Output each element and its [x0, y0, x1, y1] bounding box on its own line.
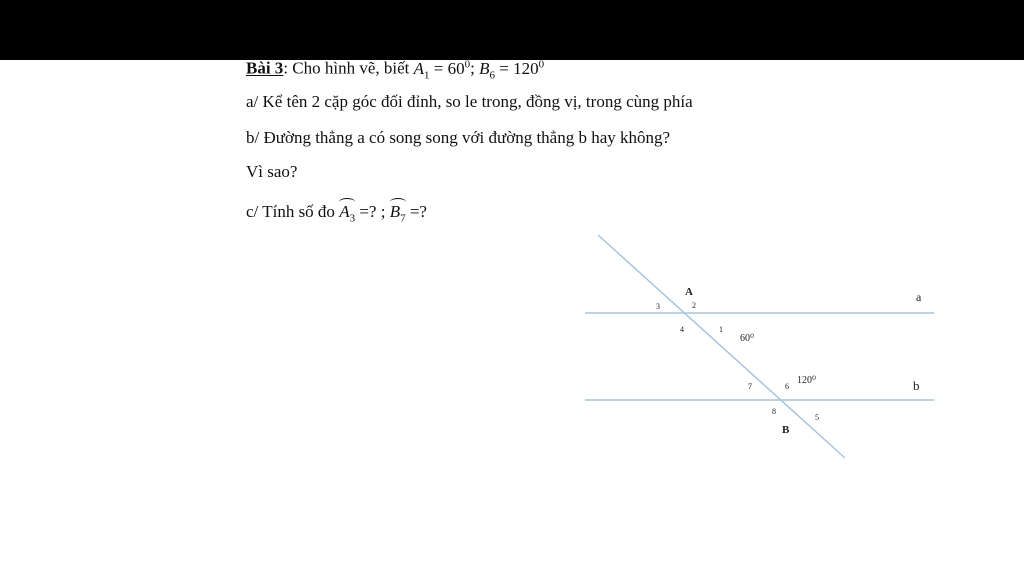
angle-a4-number: 4 — [680, 325, 684, 334]
angle-a3-number: 3 — [656, 302, 660, 311]
given-angle-b: $B_6$ — [479, 58, 495, 82]
line-a-label: a — [916, 290, 922, 304]
angle-b7-number: 7 — [748, 382, 752, 391]
angle-a3-hat: $A_3$ — [339, 199, 355, 224]
angle-a1-value: 60⁰ — [740, 333, 755, 344]
transversal-line — [598, 235, 845, 458]
problem-title: Bài 3 — [246, 58, 284, 78]
given-angle-a: $A_1$ — [413, 58, 430, 82]
angle-b7-hat: $B_7$ — [390, 199, 406, 224]
given-separator: ; — [470, 58, 480, 78]
line-b-label: b — [913, 378, 920, 393]
given-angle-b-value: = $120^0$ — [495, 58, 545, 78]
angle-b6-number: 6 — [785, 382, 789, 391]
angle-a1-number: 1 — [719, 325, 723, 334]
point-b-label: B — [782, 424, 790, 436]
given-angle-a-value: = $60^0$ — [429, 58, 471, 78]
angle-b5-number: 5 — [815, 413, 819, 422]
question-b: b/ Đường thẳng a có song song với đường thẳng b hay không? — [246, 128, 671, 147]
angle-b6-value: 120⁰ — [797, 375, 817, 386]
question-c-end: =? — [405, 202, 427, 221]
angle-b8-number: 8 — [772, 407, 776, 416]
point-a-label: A — [685, 286, 693, 298]
angle-a2-number: 2 — [692, 301, 696, 310]
question-c-mid: =? ; — [355, 202, 390, 221]
question-a: a/ Kể tên 2 cặp góc đối đỉnh, so le trong, đồng vị, trong cùng phía — [246, 92, 693, 111]
question-c-prefix: c/ Tính số đo — [246, 202, 340, 221]
question-b-why: Vì sao? — [246, 162, 298, 181]
problem-intro: : Cho hình vẽ, biết — [283, 58, 414, 78]
